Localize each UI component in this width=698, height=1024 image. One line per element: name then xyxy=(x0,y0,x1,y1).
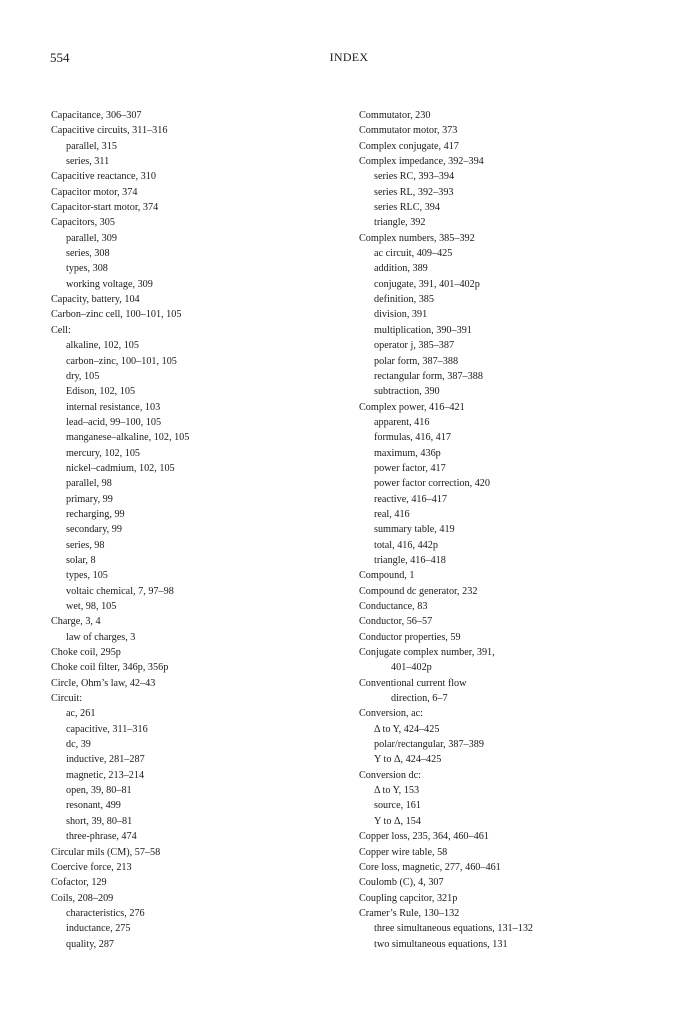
index-entry: Cell: xyxy=(51,324,71,336)
index-entry-continuation: 401–402p xyxy=(391,662,432,674)
index-entry: Coulomb (C), 4, 307 xyxy=(359,877,444,889)
index-subentry: Edison, 102, 105 xyxy=(66,386,136,398)
page-number: 554 xyxy=(50,50,70,65)
index-entry: Conjugate complex number, 391, xyxy=(359,647,495,659)
index-entry: Capacitive reactance, 310 xyxy=(51,171,156,183)
index-entry: Cofactor, 129 xyxy=(51,877,107,889)
index-subentry: law of charges, 3 xyxy=(66,631,136,643)
index-subentry: series RL, 392–393 xyxy=(374,186,454,198)
index-subentry: capacitive, 311–316 xyxy=(66,723,148,735)
index-subentry: alkaline, 102, 105 xyxy=(66,340,139,352)
index-subentry: quality, 287 xyxy=(66,938,115,950)
running-head: INDEX xyxy=(329,50,369,64)
index-entry: Capacitor motor, 374 xyxy=(51,186,138,198)
index-subentry: open, 39, 80–81 xyxy=(66,785,132,797)
index-entry: Conductance, 83 xyxy=(359,601,428,612)
index-subentry: wet, 98, 105 xyxy=(66,601,117,612)
index-entry: Capacitor-start motor, 374 xyxy=(51,202,159,214)
index-subentry: types, 308 xyxy=(66,263,108,275)
index-entry: Complex numbers, 385–392 xyxy=(359,232,475,244)
index-entry: Choke coil, 295p xyxy=(51,647,121,659)
index-entry: Compound, 1 xyxy=(359,570,415,582)
index-subentry: nickel–cadmium, 102, 105 xyxy=(66,462,175,474)
index-subentry: real, 416 xyxy=(374,508,410,520)
index-subentry: three-phrase, 474 xyxy=(66,831,137,843)
index-entry: Commutator, 230 xyxy=(359,110,431,121)
index-subentry: source, 161 xyxy=(374,800,421,812)
index-subentry: dry, 105 xyxy=(66,370,100,382)
index-subentry: reactive, 416–417 xyxy=(374,493,447,505)
index-entry: Coils, 208–209 xyxy=(51,892,114,904)
index-subentry: magnetic, 213–214 xyxy=(66,769,145,781)
index-subentry: division, 391 xyxy=(374,309,428,321)
index-entry: Complex conjugate, 417 xyxy=(359,140,459,152)
index-entry: Compound dc generator, 232 xyxy=(359,585,478,597)
index-subentry: series RLC, 394 xyxy=(374,202,440,214)
index-subentry: primary, 99 xyxy=(66,493,113,505)
index-subentry: lead–acid, 99–100, 105 xyxy=(66,416,162,428)
index-subentry: subtraction, 390 xyxy=(374,386,440,398)
index-subentry: recharging, 99 xyxy=(66,508,125,520)
index-entry: Capacitors, 305 xyxy=(51,217,115,229)
index-subentry: series, 311 xyxy=(66,156,110,168)
index-subentry: power factor correction, 420 xyxy=(374,478,490,490)
index-subentry: series, 308 xyxy=(66,248,110,260)
index-subentry: rectangular form, 387–388 xyxy=(374,370,483,382)
index-subentry: internal resistance, 103 xyxy=(66,401,161,413)
index-entry: Cramer’s Rule, 130–132 xyxy=(359,907,460,919)
index-entry: Carbon–zinc cell, 100–101, 105 xyxy=(51,309,182,321)
index-subentry: ac circuit, 409–425 xyxy=(374,248,453,260)
index-subentry: addition, 389 xyxy=(374,263,428,275)
index-entry: Capacitive circuits, 311–316 xyxy=(51,125,168,137)
index-subentry: voltaic chemical, 7, 97–98 xyxy=(66,585,174,597)
index-subentry: apparent, 416 xyxy=(374,416,430,428)
index-entry: Complex impedance, 392–394 xyxy=(359,156,484,168)
index-subentry: series RC, 393–394 xyxy=(374,171,455,183)
index-entry: Copper loss, 235, 364, 460–461 xyxy=(359,831,489,843)
index-subentry: parallel, 98 xyxy=(66,478,112,490)
index-entry: Conversion dc: xyxy=(359,769,421,781)
index-subentry: secondary, 99 xyxy=(66,524,122,536)
index-subentry: triangle, 392 xyxy=(374,217,426,229)
index-subentry: two simultaneous equations, 131 xyxy=(374,938,508,950)
index-subentry: three simultaneous equations, 131–132 xyxy=(374,923,534,935)
index-subentry: conjugate, 391, 401–402p xyxy=(374,278,480,290)
index-subentry: dc, 39 xyxy=(66,739,91,751)
index-subentry: total, 416, 442p xyxy=(374,539,438,551)
index-subentry: solar, 8 xyxy=(66,554,96,566)
index-subentry: resonant, 499 xyxy=(66,800,121,812)
index-entry: Conversion, ac: xyxy=(359,708,423,720)
index-subentry: polar/rectangular, 387–389 xyxy=(374,739,484,751)
index-subentry: short, 39, 80–81 xyxy=(66,815,133,827)
index-entry: Capacitance, 306–307 xyxy=(51,110,142,121)
index-column-left xyxy=(51,108,341,952)
index-column-right xyxy=(359,108,659,952)
index-entry: Commutator motor, 373 xyxy=(359,125,458,137)
index-subentry: maximum, 436p xyxy=(374,447,441,459)
index-subentry: Δ to Y, 153 xyxy=(374,785,420,797)
index-entry: Conductor, 56–57 xyxy=(359,616,433,628)
index-subentry: operator j, 385–387 xyxy=(374,340,455,352)
index-subentry: working voltage, 309 xyxy=(66,278,153,290)
index-subentry: definition, 385 xyxy=(374,294,434,306)
index-entry: Complex power, 416–421 xyxy=(359,401,465,413)
index-entry: Coercive force, 213 xyxy=(51,861,132,873)
index-subentry: series, 98 xyxy=(66,539,105,551)
index-subentry: parallel, 309 xyxy=(66,232,117,244)
index-entry: Core loss, magnetic, 277, 460–461 xyxy=(359,861,501,873)
index-subentry: mercury, 102, 105 xyxy=(66,447,141,459)
index-entry: Circle, Ohm’s law, 42–43 xyxy=(51,677,156,689)
index-subentry: summary table, 419 xyxy=(374,524,455,536)
index-subentry: Δ to Y, 424–425 xyxy=(374,723,440,735)
index-subentry: inductance, 275 xyxy=(66,923,131,935)
index-subentry: ac, 261 xyxy=(66,708,96,720)
index-subentry: parallel, 315 xyxy=(66,140,117,152)
index-entry: Charge, 3, 4 xyxy=(51,616,101,628)
index-subentry: Y to Δ, 154 xyxy=(374,815,421,827)
index-entry: Coupling capcitor, 321p xyxy=(359,892,458,904)
index-entry: Circular mils (CM), 57–58 xyxy=(51,846,161,858)
index-subentry: characteristics, 276 xyxy=(66,907,145,919)
index-subentry: multiplication, 390–391 xyxy=(374,324,472,336)
index-subentry: Y to Δ, 424–425 xyxy=(374,754,442,766)
index-entry: Conductor properties, 59 xyxy=(359,631,461,643)
index-entry: Choke coil filter, 346p, 356p xyxy=(51,662,169,674)
index-subentry: inductive, 281–287 xyxy=(66,754,145,766)
index-subentry: manganese–alkaline, 102, 105 xyxy=(66,432,190,444)
index-subentry: types, 105 xyxy=(66,570,108,582)
index-entry: Capacity, battery, 104 xyxy=(51,294,140,306)
index-subentry: polar form, 387–388 xyxy=(374,355,459,367)
index-subentry: formulas, 416, 417 xyxy=(374,432,451,444)
index-subentry: triangle, 416–418 xyxy=(374,554,446,566)
index-entry-continuation: direction, 6–7 xyxy=(391,693,448,705)
index-entry: Circuit: xyxy=(51,693,83,705)
index-entry: Copper wire table, 58 xyxy=(359,846,448,858)
index-entry: Conventional current flow xyxy=(359,677,467,689)
index-subentry: power factor, 417 xyxy=(374,462,446,474)
index-subentry: carbon–zinc, 100–101, 105 xyxy=(66,355,177,367)
